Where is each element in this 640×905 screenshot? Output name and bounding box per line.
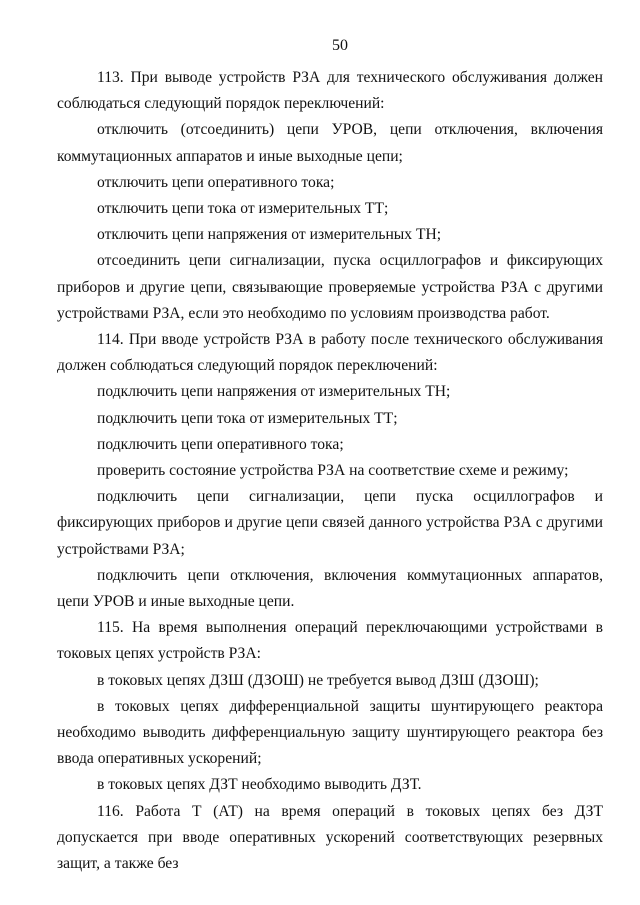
paragraph-116: 116. Работа Т (АТ) на время операций в токовых цепях без ДЗТ допускается при вводе оперативных ускорений соответствующих резервных защит, а также без (57, 802, 603, 873)
paragraph-disconnect-urov: отключить (отсоединить) цепи УРОВ, цепи отключения, включения коммутационных аппаратов и иные выходные цепи; (57, 121, 603, 165)
paragraph-dzt: в токовых цепях ДЗТ необходимо выводить ДЗТ. (97, 776, 422, 794)
paragraph-114: 114. При вводе устройств РЗА в работу после технического обслуживания должен соблюдаться следующий порядок переключений: (57, 331, 603, 375)
paragraph-reactor-protection: в токовых цепях дифференциальной защиты шунтирующего реактора необходимо выводить дифференциальную защиту шунтирующего реактора без ввода оперативных ускорений; (57, 697, 603, 768)
paragraph-check-state: проверить состояние устройства РЗА на соответствие схеме и режиму; (97, 462, 569, 480)
paragraph-connect-signaling: подключить цепи сигнализации, цепи пуска осциллографов и фиксирующих приборов и другие цепи связей данного устройства РЗА с другими устройствами РЗА; (57, 488, 603, 558)
page-number: 50 (332, 37, 348, 54)
paragraph-dzsh: в токовых цепях ДЗШ (ДЗОШ) не требуется вывод ДЗШ (ДЗОШ); (97, 671, 539, 689)
paragraph-connect-trip: подключить цепи отключения, включения коммутационных аппаратов, цепи УРОВ и иные выходные цепи. (57, 566, 603, 611)
paragraph-connect-op-current: подключить цепи оперативного тока; (97, 435, 344, 453)
paragraph-disconnect-tt: отключить цепи тока от измерительных ТТ; (97, 200, 389, 218)
paragraph-115: 115. На время выполнения операций переключающими устройствами в токовых цепях устройств РЗА: (57, 619, 603, 663)
paragraph-disconnect-signaling: отсоединить цепи сигнализации, пуска осциллографов и фиксирующих приборов и другие цепи, связывающие проверяемые устройства РЗА с другими устройствами РЗА, если это необходимо по условиям производства работ. (57, 252, 603, 322)
paragraph-connect-tn: подключить цепи напряжения от измерительных ТН; (97, 383, 451, 401)
paragraph-113: 113. При выводе устройств РЗА для технического обслуживания должен соблюдаться следующий порядок переключений: (57, 69, 603, 113)
paragraph-connect-tt: подключить цепи тока от измерительных ТТ; (97, 409, 398, 427)
paragraph-disconnect-op-current: отключить цепи оперативного тока; (97, 173, 335, 191)
paragraph-disconnect-tn: отключить цепи напряжения от измерительных ТН; (97, 226, 442, 244)
